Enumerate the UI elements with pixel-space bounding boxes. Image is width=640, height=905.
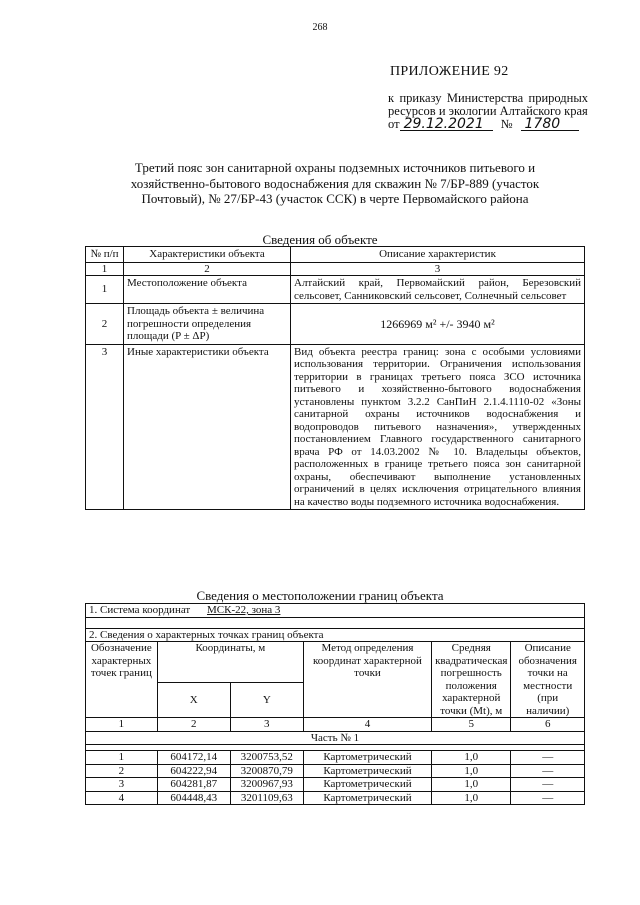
header-y: Y [230, 683, 303, 718]
point-description: — [511, 764, 585, 778]
point-accuracy: 1,0 [432, 751, 511, 765]
header-number-1: 1 [86, 262, 124, 276]
header-number-3: 3 [230, 718, 303, 732]
page-number: 268 [312, 22, 328, 33]
object-header-row [86, 247, 585, 263]
header-num: № п/п [86, 247, 124, 263]
table-row [86, 764, 585, 778]
row-characteristic: Местоположение объекта [124, 276, 291, 304]
header-number-2: 2 [157, 718, 230, 732]
coord-system-value: МСК-22, зона 3 [206, 604, 281, 616]
points-label-row [86, 628, 585, 642]
table-row [86, 304, 585, 345]
row-number: 2 [86, 304, 124, 345]
point-method: Картометрический [303, 764, 431, 778]
header-number-4: 4 [303, 718, 431, 732]
header-number-6: 6 [511, 718, 585, 732]
header-description: Описание характеристик [291, 247, 585, 263]
point-y: 3200753,52 [230, 751, 303, 765]
object-info-table [85, 246, 585, 510]
points-header-row [86, 642, 585, 683]
row-description: Алтайский край, Первомайский район, Березовский сельсовет, Санниковский сельсовет, Солнечный сельсовет [291, 276, 585, 304]
point-method: Картометрический [303, 791, 431, 805]
header-characteristic: Характеристики объекта [124, 247, 291, 263]
order-date-line [388, 118, 588, 131]
row-characteristic: Площадь объекта ± величина погрешности определения площади (P ± ΔP) [124, 304, 291, 345]
location-table [85, 603, 585, 805]
point-x: 604281,87 [157, 778, 230, 792]
point-y: 3200870,79 [230, 764, 303, 778]
header-number-5: 5 [432, 718, 511, 732]
header-point-description: Описание обозначения точки на местности (при наличии) [511, 642, 585, 718]
table-row [86, 751, 585, 765]
point-accuracy: 1,0 [432, 764, 511, 778]
header-number-2: 2 [124, 262, 291, 276]
spacer-row [86, 617, 585, 628]
point-method: Картометрический [303, 778, 431, 792]
point-x: 604222,94 [157, 764, 230, 778]
order-number-sign: № [500, 117, 513, 131]
header-number-1: 1 [86, 718, 158, 732]
table-row [86, 791, 585, 805]
header-designation: Обозначение характерных точек границ [86, 642, 158, 718]
header-method: Метод определения координат характерной точки [303, 642, 431, 718]
row-characteristic: Иные характеристики объекта [124, 344, 291, 510]
order-reference [388, 92, 588, 131]
point-number: 1 [86, 751, 158, 765]
order-number: 1780 [521, 118, 579, 131]
order-date: 29.12.2021 [400, 118, 493, 131]
row-description: Вид объекта реестра границ: зона с особыми условиями использования территории. Ограничения использования территории в границах третьего пояса ЗСО источника питьевого и хозяйственно-бытового водоснабжения установлены пунктом 3.2.2 СанПиН 2.1.4.1110-02 «Зоны санитарной охраны источников водоснабжения и водопроводов питьевого назначения», утвержденных постановлением Главного государственного санитарного врача РФ от 14.03.2002 № 10. Владельцы объектов, расположенных в границе третьего пояса зон санитарной охраны, обеспечивают выполнение установленных ограничений в целях исключения отрицательного влияния на качество воды подземного источника водоснабжения. [291, 344, 585, 510]
point-x: 604172,14 [157, 751, 230, 765]
part-label: Часть № 1 [86, 731, 585, 745]
point-number: 4 [86, 791, 158, 805]
row-number: 3 [86, 344, 124, 510]
point-accuracy: 1,0 [432, 778, 511, 792]
point-number: 2 [86, 764, 158, 778]
points-label: 2. Сведения о характерных точках границ объекта [86, 628, 585, 642]
point-description: — [511, 778, 585, 792]
row-number: 1 [86, 276, 124, 304]
object-header-numbers-row [86, 262, 585, 276]
order-from-label: от [388, 117, 400, 131]
points-header-numbers-row [86, 718, 585, 732]
appendix-title: ПРИЛОЖЕНИЕ 92 [390, 64, 509, 79]
coord-system-label: 1. Система координат [89, 604, 191, 616]
header-coordinates: Координаты, м [157, 642, 303, 683]
point-y: 3200967,93 [230, 778, 303, 792]
header-accuracy: Средняя квадратическая погрешность положения характерной точки (Mt), м [432, 642, 511, 718]
order-text: к приказу Министерства природных ресурсов и экологии Алтайского края [388, 91, 588, 118]
object-section-title: Сведения об объекте [262, 232, 378, 247]
point-description: — [511, 791, 585, 805]
header-number-3: 3 [291, 262, 585, 276]
point-method: Картометрический [303, 751, 431, 765]
location-section-title: Сведения о местоположении границ объекта [196, 588, 444, 603]
point-x: 604448,43 [157, 791, 230, 805]
table-row [86, 276, 585, 304]
coord-system-row [86, 604, 585, 618]
point-y: 3201109,63 [230, 791, 303, 805]
coord-system [86, 604, 585, 618]
row-description: 1266969 м² +/- 3940 м² [291, 304, 585, 345]
table-row [86, 344, 585, 510]
point-accuracy: 1,0 [432, 791, 511, 805]
point-description: — [511, 751, 585, 765]
document-title: Третий пояс зон санитарной охраны подземных источников питьевого и хозяйственно-бытового водоснабжения для скважин № 7/БР-889 (участок Почтовый), № 27/БР-43 (участок ССК) в черте Первомайского района [130, 160, 540, 206]
header-x: X [157, 683, 230, 718]
point-number: 3 [86, 778, 158, 792]
table-row [86, 778, 585, 792]
part-row [86, 731, 585, 745]
